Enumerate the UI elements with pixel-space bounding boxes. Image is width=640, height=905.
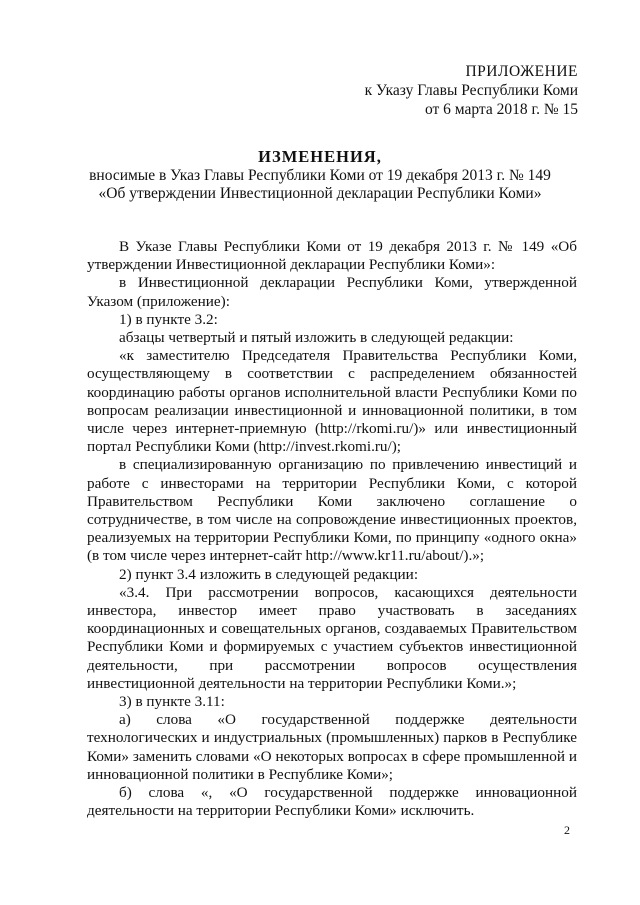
paragraph: 1) в пункте 3.2:: [119, 310, 218, 328]
document-subtitle-line1: вносимые в Указ Главы Республики Коми от 19 декабря 2013 г. № 149: [89, 167, 551, 184]
paragraph: В Указе Главы Республики Коми от 19 декабря 2013 г. № 149 «Об утверждении Инвестиционной декларации Республики Коми»:: [87, 238, 577, 274]
appendix-date-line: от 6 марта 2018 г. № 15: [424, 101, 578, 118]
appendix-heading: ПРИЛОЖЕНИЕ: [465, 63, 578, 80]
paragraph: б) слова «, «О государственной поддержке инновационной деятельности на территории Республики Коми» исключить.: [87, 784, 577, 820]
paragraph: в Инвестиционной декларации Республики Коми, утвержденной Указом (приложение):: [87, 274, 577, 310]
document-body: [87, 238, 577, 821]
paragraph: 2) пункт 3.4 изложить в следующей редакции:: [119, 565, 419, 583]
paragraph: а) слова «О государственной поддержке деятельности технологических и индустриальных (промышленных) парков в Республике Коми» заменить словами «О некоторых вопросах в сфере промышленной и инновационной политики в Республике Коми»;: [87, 711, 577, 783]
document-subtitle-line2: «Об утверждении Инвестиционной декларации Республики Коми»: [98, 185, 542, 202]
document-title: ИЗМЕНЕНИЯ,: [258, 147, 382, 166]
paragraph: «3.4. При рассмотрении вопросов, касающихся деятельности инвестора, инвестор имеет право участвовать в заседаниях координационных и совещательных органов, создаваемых Правительством Республики Коми и формируемых с участием субъектов инвестиционной деятельности, при рассмотрении вопросов осуществления инвестиционной деятельности на территории Республики Коми.»;: [87, 583, 577, 692]
document-title-block: [0, 148, 640, 203]
paragraph: абзацы четвертый и пятый изложить в следующей редакции:: [119, 329, 514, 347]
appendix-header: [365, 62, 578, 119]
appendix-decree-line: к Указу Главы Республики Коми: [364, 82, 578, 99]
paragraph: 3) в пункте 3.11:: [119, 693, 225, 711]
page-number: 2: [564, 823, 570, 837]
paragraph: в специализированную организацию по привлечению инвестиций и работе с инвесторами на территории Республики Коми, с которой Правительством Республики Коми заключено соглашение о сотрудничестве, в том числе на сопровождение инвестиционных проектов, реализуемых на территории Республики Коми, по принципу «одного окна» (в том числе через интернет-сайт http://www.kr11.ru/about/).»;: [87, 456, 577, 565]
paragraph: «к заместителю Председателя Правительства Республики Коми, осуществляющему в соответствии с распределением обязанностей координацию работы органов исполнительной власти Республики Коми по вопросам реализации инвестиционной и инновационной политики, в том числе через интернет-приемную (http://rkomi.ru/)» или инвестиционный портал Республики Коми (http://invest.rkomi.ru/);: [87, 347, 577, 456]
